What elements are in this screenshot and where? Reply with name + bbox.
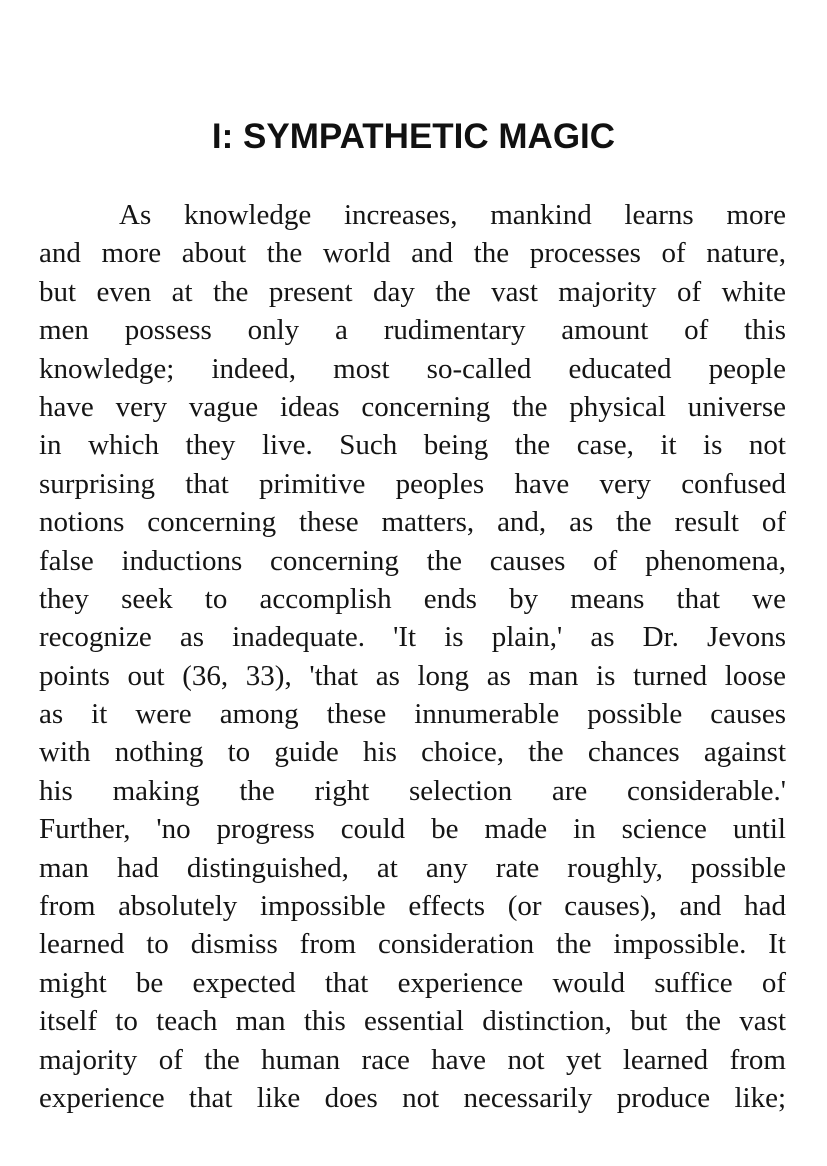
text-line: experience that like does not necessarily produce like; (39, 1081, 786, 1114)
text-line: points out (36, 33), 'that as long as man is turned loose (39, 659, 786, 692)
chapter-title: I: SYMPATHETIC MAGIC (211, 117, 616, 156)
text-line: Further, 'no progress could be made in science until (39, 813, 786, 846)
text-line: notions concerning these matters, and, as the result of (39, 506, 786, 539)
text-line: and more about the world and the processes of nature, (39, 237, 786, 270)
text-line: with nothing to guide his choice, the chances against (39, 736, 786, 769)
text-line: might be expected that experience would suffice of (39, 966, 786, 999)
text-line: from absolutely impossible effects (or causes), and had (39, 890, 786, 923)
text-line: surprising that primitive peoples have very confused (39, 467, 786, 500)
body-paragraph (39, 196, 786, 1117)
text-line: they seek to accomplish ends by means that we (39, 582, 786, 615)
text-line: majority of the human race have not yet learned from (39, 1043, 786, 1076)
text-line: learned to dismiss from consideration the impossible. It (39, 928, 786, 961)
text-line: recognize as inadequate. 'It is plain,' as Dr. Jevons (39, 621, 786, 654)
text-line: As knowledge increases, mankind learns more (119, 199, 786, 231)
text-line: his making the right selection are considerable.' (39, 774, 786, 807)
text-line: as it were among these innumerable possible causes (39, 698, 786, 731)
text-line: itself to teach man this essential distinction, but the vast (39, 1005, 786, 1038)
text-line: in which they live. Such being the case, it is not (39, 429, 786, 462)
text-line: but even at the present day the vast majority of white (39, 275, 786, 308)
text-line: false inductions concerning the causes of phenomena, (39, 544, 786, 577)
text-line: men possess only a rudimentary amount of this (39, 314, 786, 347)
text-line: man had distinguished, at any rate roughly, possible (39, 851, 786, 884)
text-line: have very vague ideas concerning the physical universe (39, 390, 786, 423)
text-line: knowledge; indeed, most so-called educated people (39, 352, 786, 385)
